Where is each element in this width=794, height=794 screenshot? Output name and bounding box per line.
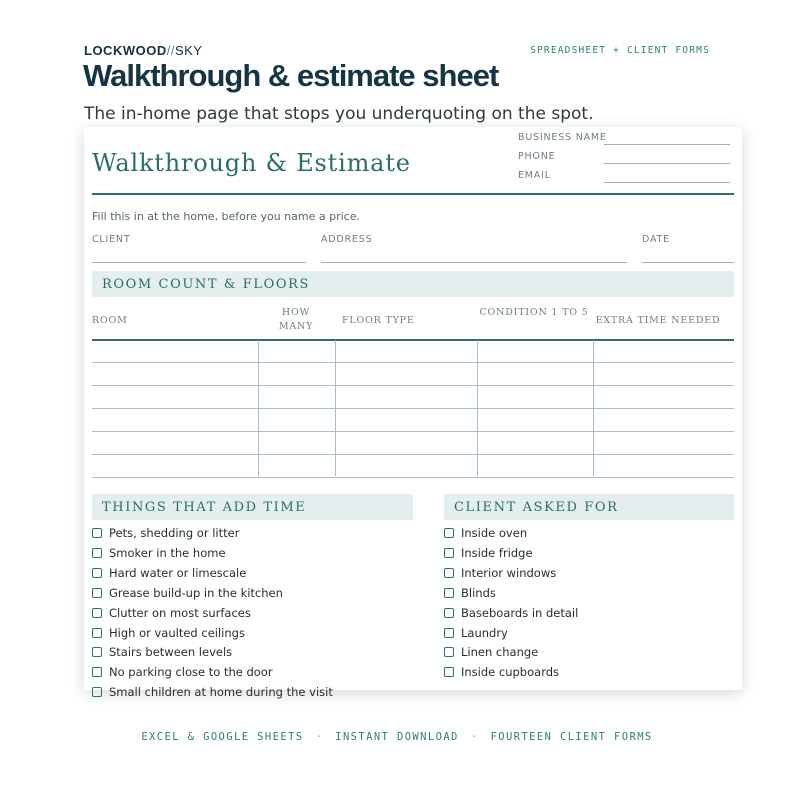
client-section-header (444, 494, 734, 520)
checklist-item-label: High or vaulted ceilings (109, 625, 245, 640)
checkbox[interactable] (92, 548, 102, 558)
table-row (92, 386, 734, 409)
phone-line (604, 163, 730, 164)
phone-field (518, 151, 730, 165)
checklist-item-label: Hard water or limescale (109, 565, 247, 580)
brand-name-light: SKY (174, 43, 203, 58)
column-divider (593, 340, 594, 476)
footer-features (0, 731, 794, 743)
business-name-field (518, 132, 730, 146)
checklist-item-label: Inside oven (461, 526, 528, 540)
table-row (92, 432, 734, 455)
checklist-item-label: Pets, shedding or litter (109, 526, 240, 540)
email-field (518, 170, 730, 184)
checkbox[interactable] (92, 628, 102, 638)
checkbox[interactable] (92, 687, 102, 697)
footer-item: EXCEL & GOOGLE SHEETS (141, 731, 304, 743)
date-label: DATE (642, 234, 670, 245)
things-section-title: THINGS THAT ADD TIME (102, 500, 307, 515)
business-name-label: BUSINESS NAME (518, 132, 607, 143)
client-section-title: CLIENT ASKED FOR (454, 500, 619, 515)
column-divider (477, 340, 478, 476)
footer-item: INSTANT DOWNLOAD (335, 731, 459, 743)
footer-separator: · (470, 731, 479, 743)
checkbox[interactable] (92, 667, 102, 677)
header-divider (92, 193, 734, 195)
checkbox[interactable] (444, 608, 454, 618)
checklist-item-label: Inside cupboards (461, 665, 560, 680)
checklist-item-label: Smoker in the home (109, 545, 226, 560)
checkbox[interactable] (444, 647, 454, 657)
footer-separator: · (315, 731, 324, 743)
date-line (642, 262, 734, 263)
address-label: ADDRESS (321, 234, 373, 245)
footer-item: FOURTEEN CLIENT FORMS (490, 731, 653, 743)
table-row (92, 455, 734, 478)
checklist-item-label: Stairs between levels (109, 645, 233, 660)
checklist-item-label: Linen change (461, 645, 539, 660)
email-label: EMAIL (518, 170, 551, 181)
things-section-header (92, 494, 413, 520)
brand-slash: // (166, 43, 175, 58)
checklist-item-label: Blinds (461, 585, 496, 600)
table-row (92, 409, 734, 432)
top-tagline: SPREADSHEET + CLIENT FORMS (530, 45, 710, 56)
brand-logo (84, 43, 202, 58)
checkbox[interactable] (444, 588, 454, 598)
column-divider (335, 340, 336, 476)
page-title: Walkthrough & estimate sheet (83, 58, 499, 93)
checkbox[interactable] (92, 647, 102, 657)
address-line (321, 262, 627, 263)
phone-label: PHONE (518, 151, 556, 162)
estimate-sheet-preview (84, 127, 742, 700)
checkbox[interactable] (92, 608, 102, 618)
checkbox[interactable] (444, 628, 454, 638)
table-row (92, 340, 734, 363)
checkbox[interactable] (92, 568, 102, 578)
business-name-line (604, 144, 730, 145)
checkbox[interactable] (444, 568, 454, 578)
checklist-item-label: Laundry (461, 625, 508, 640)
checkbox[interactable] (92, 528, 102, 538)
checkbox[interactable] (444, 548, 454, 558)
col-how-many: HOW MANY (278, 307, 314, 332)
checklist-item-label: Baseboards in detail (461, 605, 579, 620)
checkbox[interactable] (444, 528, 454, 538)
client-label: CLIENT (92, 234, 131, 245)
col-floor-type: FLOOR TYPE (342, 315, 415, 326)
checklist-item-label: Grease build-up in the kitchen (109, 585, 283, 600)
sheet-intro: Fill this in at the home, before you name a price. (92, 210, 360, 223)
checklist-item-label: Small children at home during the visit (109, 685, 333, 700)
col-extra-time: EXTRA TIME NEEDED (595, 315, 721, 326)
page-subtitle: The in-home page that stops you underquoting on the spot. (84, 104, 594, 124)
room-section-header (92, 271, 734, 297)
col-condition: CONDITION 1 TO 5 (479, 307, 589, 318)
email-line (604, 182, 730, 183)
brand-name-bold: LOCKWOOD (84, 43, 167, 58)
column-divider (258, 340, 259, 476)
client-line (92, 262, 306, 263)
checkbox[interactable] (92, 588, 102, 598)
col-room: ROOM (92, 315, 128, 326)
checkbox[interactable] (444, 667, 454, 677)
checklist-item-label: No parking close to the door (109, 665, 273, 680)
checklist-item-label: Interior windows (461, 565, 557, 580)
room-section-title: ROOM COUNT & FLOORS (102, 277, 311, 292)
table-row (92, 363, 734, 386)
checklist-item-label: Inside fridge (461, 545, 533, 560)
sheet-title: Walkthrough & Estimate (92, 149, 411, 177)
checklist-item-label: Clutter on most surfaces (109, 605, 251, 620)
